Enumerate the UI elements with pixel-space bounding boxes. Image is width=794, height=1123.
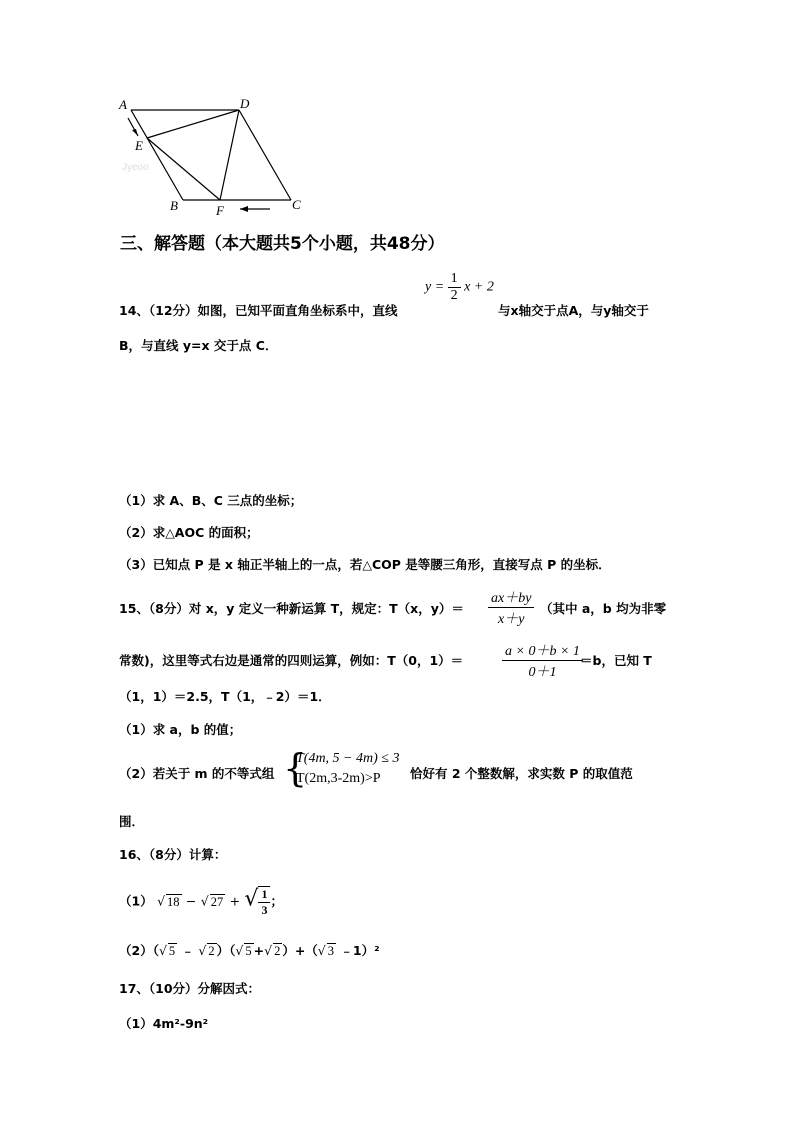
arrow-FC-head [240,206,248,212]
label-D: D [240,96,250,111]
q14-formula-rest: x + 2 [464,279,494,295]
q15-part2-post: 恰好有 2 个整数解，求实数 P 的取值范 [410,766,633,781]
q15-line1-pre: 15、（8分）对 x，y 定义一种新运算 T，规定：T（x，y）＝ [119,601,464,616]
arrow-AE-head [132,129,138,136]
q14-part2: （2）求△AOC 的面积； [119,525,259,540]
geometry-figure [110,92,320,222]
q17-title: 17、（10分）分解因式： [119,981,261,996]
q15-def-fraction: ax＋by x＋y [488,587,534,628]
q15-system-line2: T(2m,3-2m)>P [296,771,381,786]
q15-line2-post: ＝b，已知 T [580,653,652,668]
q14-formula-y: y = [425,279,445,295]
q16-part1: （1） √ 18 − √ 27 + √ $\frac{1}{3}$ ； [119,886,283,917]
q15-line3: （1，1）＝2.5，T（1，﹣2）＝1． [119,689,331,704]
label-A: A [119,97,127,112]
q15-line2-pre: 常数)，这里等式右边是通常的四则运算，例如：T（0，1）＝ [119,653,464,668]
q15-line1-post: （其中 a，b 均为非零 [540,601,667,616]
label-B: B [170,198,178,213]
q14-part3: （3）已知点 P 是 x 轴正半轴上的一点，若△COP 是等腰三角形，直接写点 P 的坐标． [119,557,611,572]
q15-system-brace: { [283,746,308,790]
q15-part1: （1）求 a，b 的值； [119,722,242,737]
label-E: E [135,138,143,153]
watermark: Jyeoo [122,162,149,173]
q14-line1-post: 与x轴交于点A，与y轴交于 [498,303,649,318]
q16-part2: （2）（√ 5 ﹣ √ 2 ）（√ 5 +√ 2 ）+（√ 3 ﹣1）² [119,943,380,958]
q14-line2: B，与直线 y=x 交于点 C． [119,338,278,353]
q14-formula [425,271,494,304]
segment-DF [220,110,239,200]
q14-formula-fraction: $\frac{1}{2}$ [448,271,461,304]
label-C: C [292,197,301,212]
q14-line1-pre: 14、（12分）如图，已知平面直角坐标系中，直线 [119,303,398,318]
q15-example-fraction: a × 0＋b × 1 0＋1 [502,640,583,681]
label-F: F [216,203,224,218]
q15-system-line1: T(4m, 5 − 4m) ≤ 3 [296,751,400,766]
section-heading: 三、解答题（本大题共5个小题，共48分） [120,234,445,254]
segment-DC [239,110,291,200]
q14-part1: （1）求 A、B、C 三点的坐标； [119,493,303,508]
segment-AB [131,110,183,200]
segment-EF [147,138,220,200]
q17-part1: （1）4m²-9n² [119,1016,209,1031]
q16-title: 16、（8分）计算： [119,847,227,862]
q15-part2-pre: （2）若关于 m 的不等式组 [119,766,275,781]
q15-system [296,749,399,789]
q15-part2-end: 围． [119,814,145,829]
segment-ED [147,110,239,138]
